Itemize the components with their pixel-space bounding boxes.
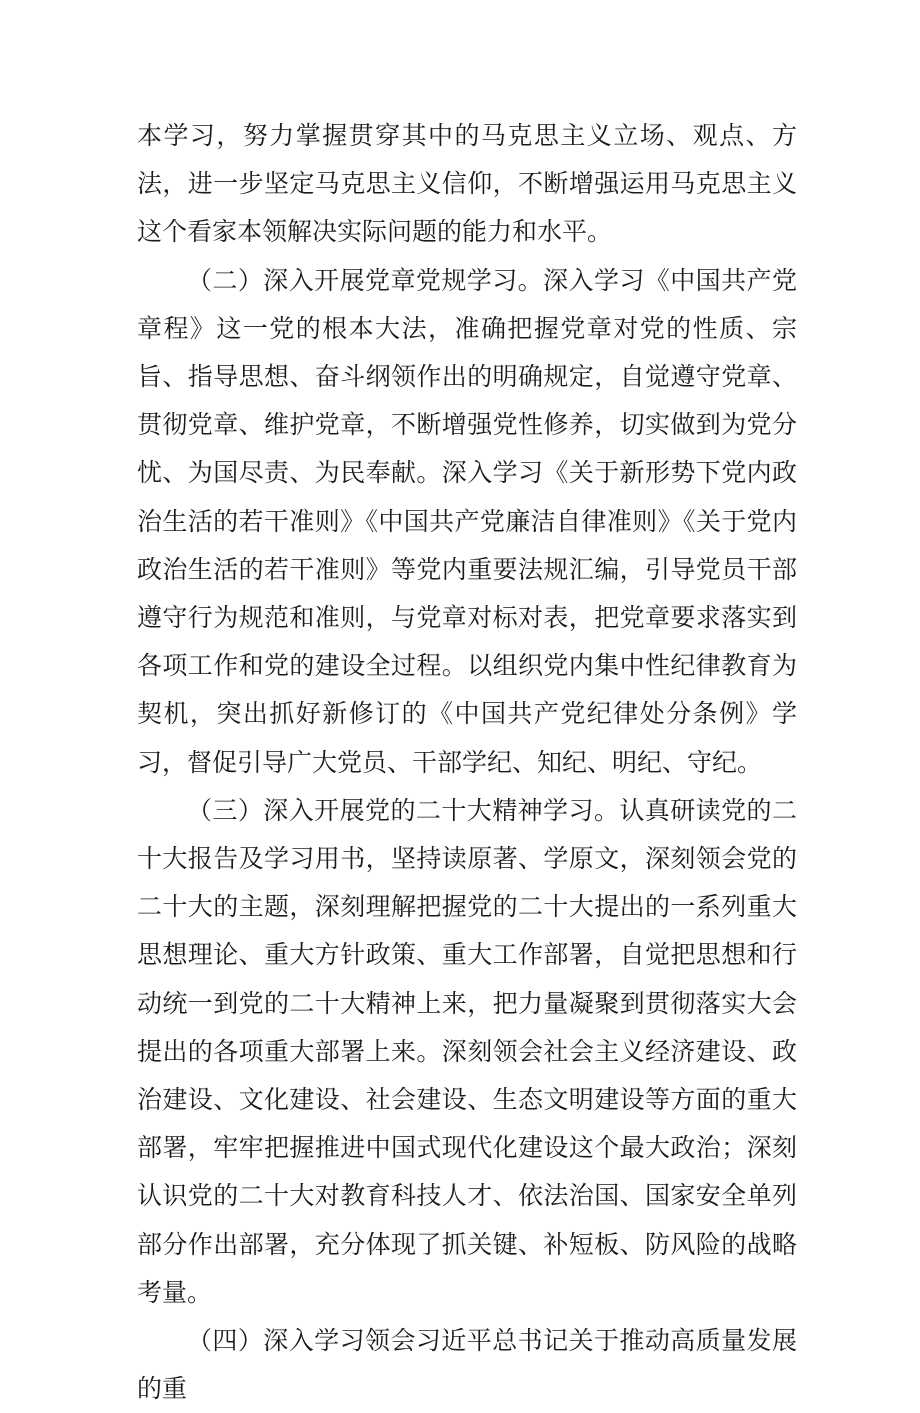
paragraph-text: 深入学习《中国共产党章程》这一党的根本大法，准确把握党章对党的性质、宗旨、指导思想、奋斗纲领作出的明确规定，自觉遵守党章、贯彻党章、维护党章，不断增强党性修养，切实做到为党分忧、为国尽责、为民奉献。深入学习《关于新形势下党内政治生活的若干准则》《中国共产党廉洁自律准则》《关于党内政治生活的若干准则》等党内重要法规汇编，引导党员干部遵守行为规范和准则，与党章对标对表，把党章要求落实到各项工作和党的建设全过程。以组织党内集中性纪律教育为契机，突出抓好新修订的《中国共产党纪律处分条例》学习，督促引导广大党员、干部学纪、知纪、明纪、守纪。 — [137, 265, 797, 777]
paragraph-text: 认真研读党的二十大报告及学习用书，坚持读原著、学原文，深刻领会党的二十大的主题，深刻理解把握党的二十大提出的一系列重大思想理论、重大方针政策、重大工作部署，自觉把思想和行动统一到党的二十大精神上来，把力量凝聚到贯彻落实大会提出的各项重大部署上来。深刻领会社会主义经济建设、政治建设、文化建设、社会建设、生态文明建设等方面的重大部署，牢牢把握推进中国式现代化建设这个最大政治；深刻认识党的二十大对教育科技人才、依法治国、国家安全单列部分作出部署，充分体现了抓关键、补短板、防风险的战略考量。 — [137, 795, 797, 1307]
paragraph-party-constitution — [137, 257, 797, 787]
paragraph-text: 本学习，努力掌握贯穿其中的马克思主义立场、观点、方法，进一步坚定马克思主义信仰，不断增强运用马克思主义这个看家本领解决实际问题的能力和水平。 — [137, 121, 797, 247]
paragraph-heading: （四）深入学习领会习近平总书记关于推动高质量发展的重 — [137, 1326, 797, 1404]
paragraph-high-quality-development — [137, 1317, 797, 1413]
paragraph-twentieth-congress — [137, 787, 797, 1317]
paragraph-heading: （三）深入开展党的二十大精神学习。 — [187, 795, 620, 825]
paragraph-heading: （二）深入开展党章党规学习。 — [187, 265, 544, 295]
document-body — [137, 112, 797, 1413]
paragraph-continuation — [137, 112, 797, 257]
